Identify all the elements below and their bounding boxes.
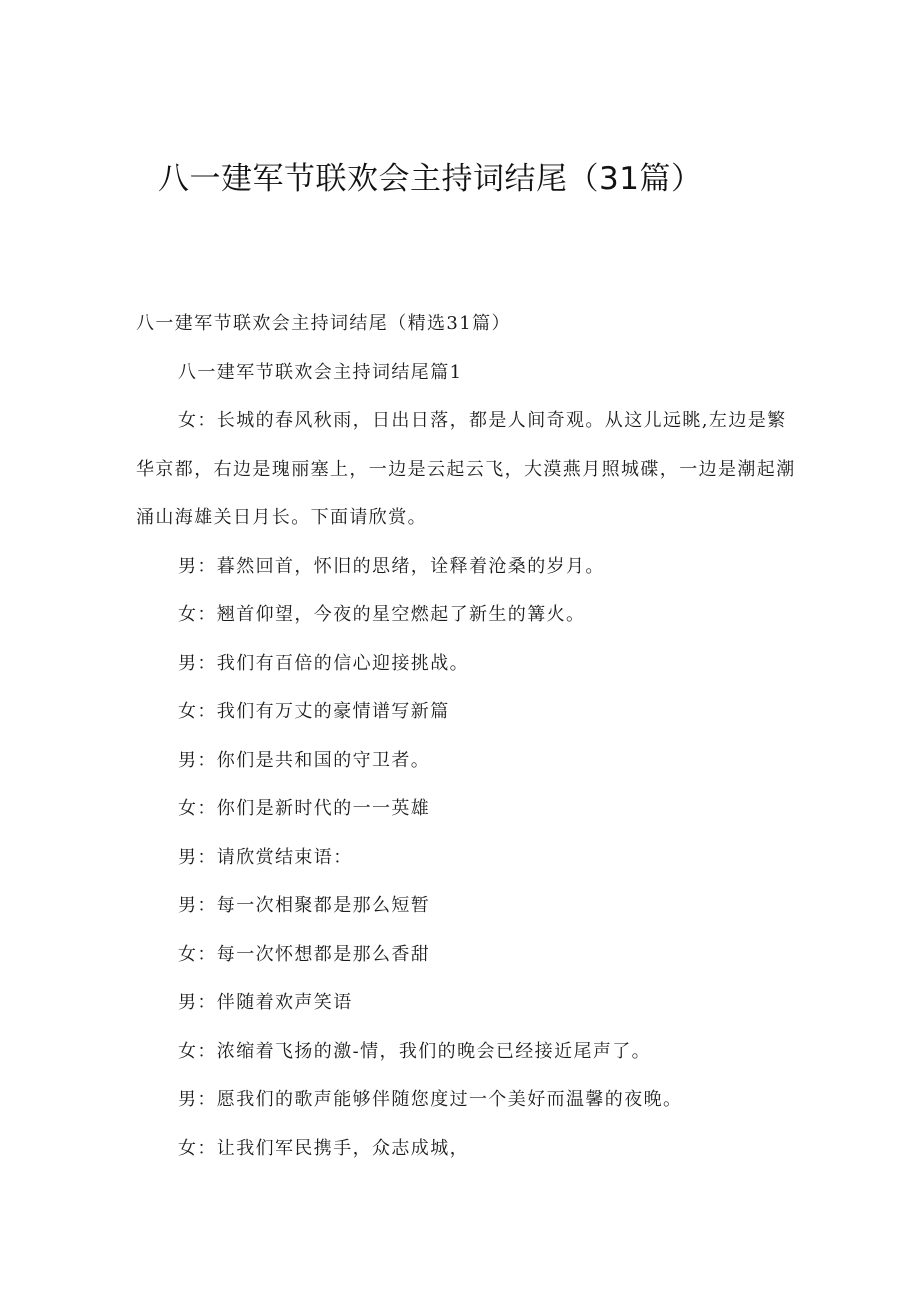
paragraph: 女：浓缩着飞扬的激-情，我们的晚会已经接近尾声了。 (178, 1040, 652, 1062)
paragraph: 男：我们有百倍的信心迎接挑战。 (178, 652, 469, 674)
paragraph: 女：每一次怀想都是那么香甜 (178, 943, 431, 965)
paragraph: 男：愿我们的歌声能够伴随您度过一个美好而温馨的夜晚。 (178, 1089, 683, 1110)
paragraph-section-heading: 八一建军节联欢会主持词结尾篇1 (178, 361, 463, 383)
document-body (136, 300, 796, 1173)
paragraph-subtitle: 八一建军节联欢会主持词结尾（精选31篇） (136, 313, 511, 334)
paragraph: 男：请欣赏结束语： (178, 846, 353, 868)
paragraph: 男：暮然回首，怀旧的思绪，诠释着沧桑的岁月。 (178, 555, 605, 577)
paragraph: 男：每一次相聚都是那么短暂 (178, 895, 431, 916)
paragraph: 女：我们有万丈的豪情谱写新篇 (178, 701, 450, 722)
paragraph: 男：你们是共和国的守卫者。 (178, 749, 431, 771)
paragraph: 女：翘首仰望，今夜的星空燃起了新生的篝火。 (178, 604, 586, 625)
paragraph: 女：你们是新时代的一一英雄 (178, 798, 431, 819)
paragraph: 女：长城的春风秋雨，日出日落，都是人间奇观。从这儿远眺,左边是繁华京都，右边是瑰丽塞上，一边是云起云飞，大漠燕月照城碟，一边是潮起潮涌山海雄关日月长。下面请欣赏。 (136, 410, 796, 528)
paragraph: 男：伴随着欢声笑语 (178, 992, 353, 1013)
paragraph: 女：让我们军民携手，众志成城， (178, 1137, 469, 1159)
document-title: 八一建军节联欢会主持词结尾（31篇） (158, 161, 703, 197)
